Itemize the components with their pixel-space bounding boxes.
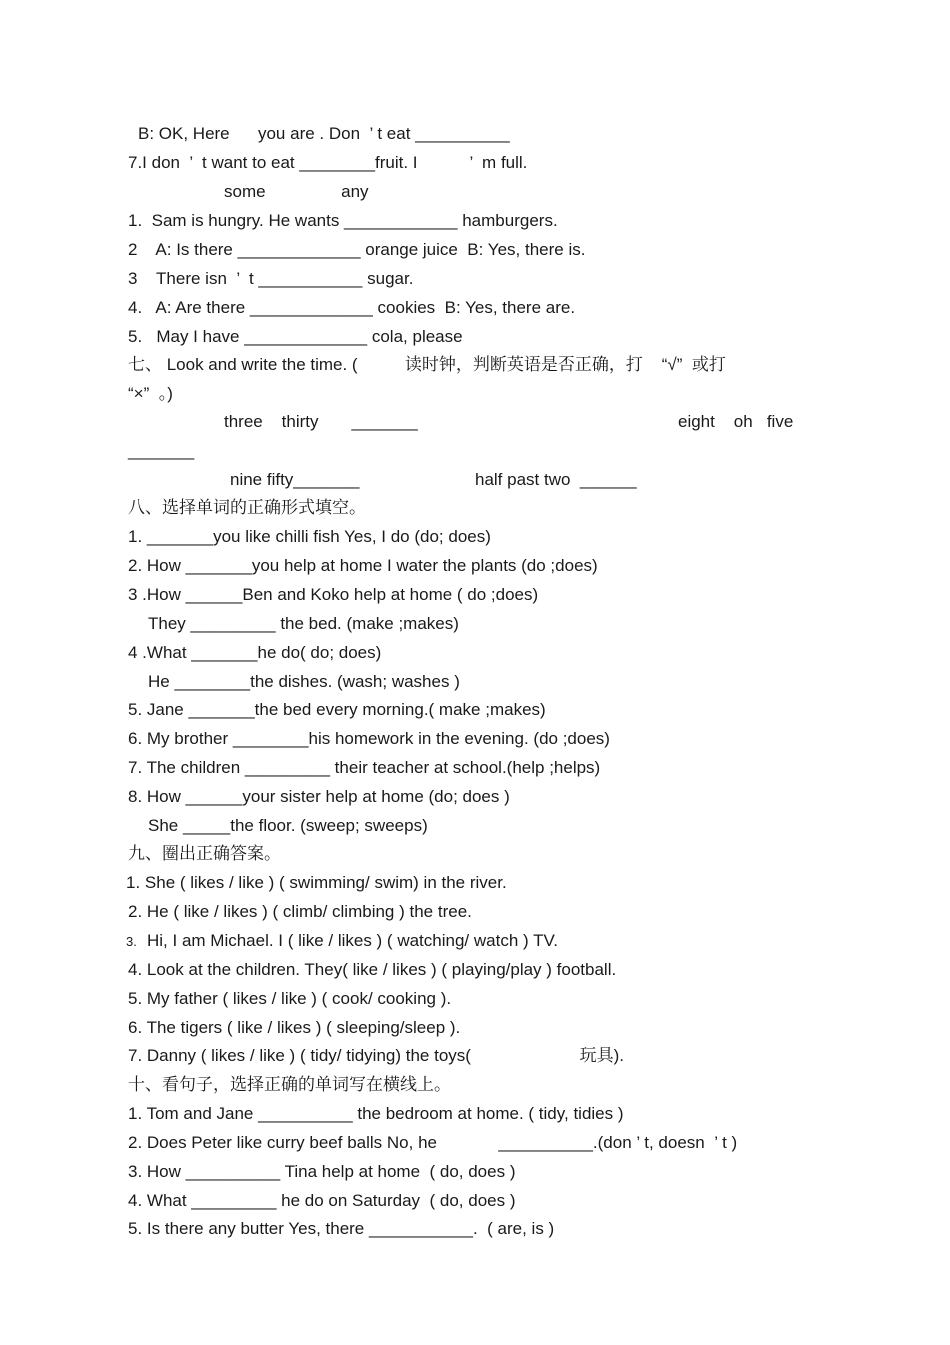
text-line: 1. Sam is hungry. He wants ____________ hamburgers. (128, 211, 558, 230)
text-line: 2. How _______you help at home I water the plants (do ;does) (128, 556, 598, 575)
section-heading: 八、选择单词的正确形式填空。 (128, 498, 366, 517)
text-line: 1. She ( likes / like ) ( swimming/ swim) in the river. (126, 873, 507, 892)
text-line: 2. Does Peter like curry beef balls No, he __________.(don ’ t, doesn ’ t ) (128, 1133, 738, 1152)
text-line: 4. What _________ he do on Saturday ( do, does ) (128, 1191, 516, 1210)
text-line: He ________the dishes. (wash; washes ) (148, 672, 460, 691)
text-line: 6. My brother ________his homework in the evening. (do ;does) (128, 729, 610, 748)
text-line: Hi, I am Michael. I ( like / likes ) ( watching/ watch ) TV. (147, 931, 558, 950)
text-line: nine fifty_______ (230, 470, 360, 489)
text-line: _______ (128, 441, 195, 460)
text-line: 3. How __________ Tina help at home ( do, does ) (128, 1162, 516, 1181)
item-number: 3. (126, 934, 137, 949)
text-line: B: OK, Here you are . Don ’ t eat __________ (138, 124, 510, 143)
text-line: 3 There isn ’ t ___________ sugar. (128, 269, 414, 288)
text-line: 2 A: Is there _____________ orange juice B: Yes, there is. (128, 240, 586, 259)
text-line: 5. Jane _______the bed every morning.( make ;makes) (128, 700, 546, 719)
section-heading: 九、圈出正确答案。 (128, 844, 281, 863)
text-line: 7. Danny ( likes / like ) ( tidy/ tidying) the toys( 玩具). (128, 1046, 624, 1065)
text-line: 3 .How ______Ben and Koko help at home ( do ;does) (128, 585, 539, 604)
text-line: some any (224, 182, 369, 201)
text-line: 5. Is there any butter Yes, there ___________. ( are, is ) (128, 1219, 555, 1238)
text-line: 2. He ( like / likes ) ( climb/ climbing ) the tree. (128, 902, 472, 921)
text-line: three thirty _______ (224, 412, 418, 431)
text-line: “×” 。) (128, 384, 173, 403)
text-line: 5. May I have _____________ cola, please (128, 327, 463, 346)
text-line: They _________ the bed. (make ;makes) (148, 614, 459, 633)
section-heading: 七、 Look and write the time. ( 读时钟，判断英语是否正确，打 “√” 或打 (128, 355, 726, 374)
text-line: 5. My father ( likes / like ) ( cook/ cooking ). (128, 989, 452, 1008)
text-line: half past two ______ (475, 470, 637, 489)
text-line: 8. How ______your sister help at home (do; does ) (128, 787, 510, 806)
text-line: 4. A: Are there _____________ cookies B: Yes, there are. (128, 298, 576, 317)
text-line: 6. The tigers ( like / likes ) ( sleeping/sleep ). (128, 1018, 461, 1037)
section-heading: 十、看句子，选择正确的单词写在横线上。 (128, 1075, 451, 1094)
text-line: 4. Look at the children. They( like / likes ) ( playing/play ) football. (128, 960, 617, 979)
text-line: 4 .What _______he do( do; does) (128, 643, 382, 662)
text-line: 1. _______you like chilli fish Yes, I do (do; does) (128, 527, 491, 546)
text-line: 7.I don ’ t want to eat ________fruit. I ’ m full. (128, 153, 528, 172)
text-line: 7. The children _________ their teacher at school.(help ;helps) (128, 758, 601, 777)
text-line: She _____the floor. (sweep; sweeps) (148, 816, 428, 835)
text-line: 1. Tom and Jane __________ the bedroom at home. ( tidy, tidies ) (128, 1104, 624, 1123)
text-line: eight oh five (678, 412, 794, 431)
